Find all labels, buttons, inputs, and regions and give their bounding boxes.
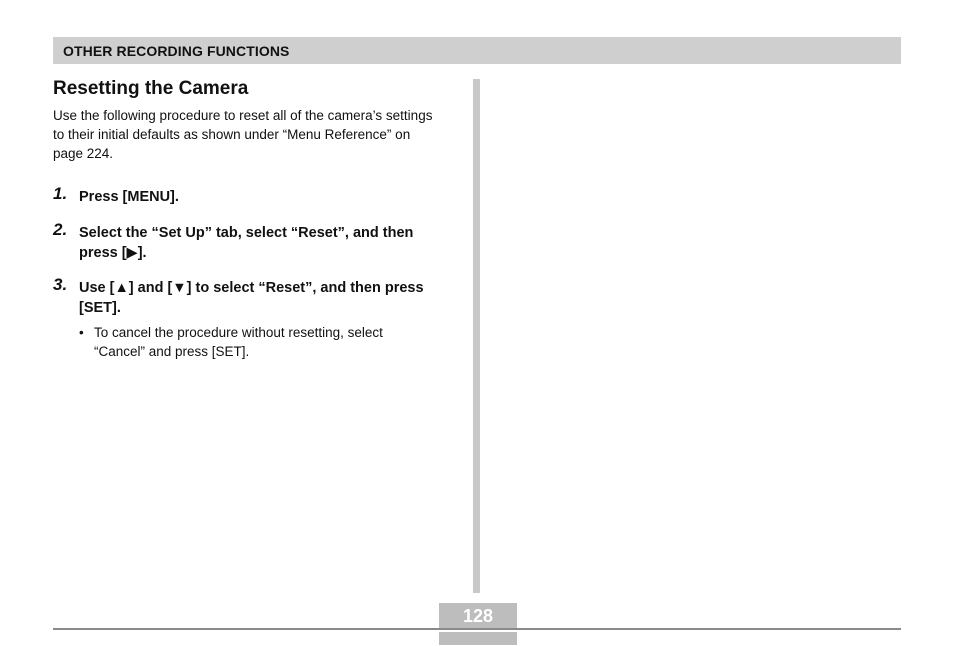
bullet-icon: • bbox=[79, 325, 84, 340]
step-text: Use [▲] and [▼] to select “Reset”, and then press [SET]. bbox=[79, 280, 424, 316]
step-number: 2. bbox=[53, 220, 68, 239]
step-number: 1. bbox=[53, 184, 68, 203]
column-divider bbox=[473, 79, 480, 593]
page-title: Resetting the Camera bbox=[53, 78, 249, 99]
page-number: 128 bbox=[462, 606, 494, 626]
section-header-bar bbox=[53, 37, 901, 64]
intro-paragraph: Use the following procedure to reset all of the camera’s settings to their initial defaults as shown under “Menu Reference” on page 224. bbox=[53, 108, 433, 161]
page-number-badge-bottom bbox=[439, 632, 517, 645]
step-text: Select the “Set Up” tab, select “Reset”, and then press [▶]. bbox=[79, 225, 414, 261]
footer-rule bbox=[53, 628, 901, 630]
section-header-label: OTHER RECORDING FUNCTIONS bbox=[63, 43, 290, 59]
step-number: 3. bbox=[53, 275, 68, 294]
page-number-badge bbox=[439, 603, 517, 645]
step-text: Press [MENU]. bbox=[79, 189, 179, 205]
note-text: To cancel the procedure without resetting, select “Cancel” and press [SET]. bbox=[94, 325, 383, 359]
